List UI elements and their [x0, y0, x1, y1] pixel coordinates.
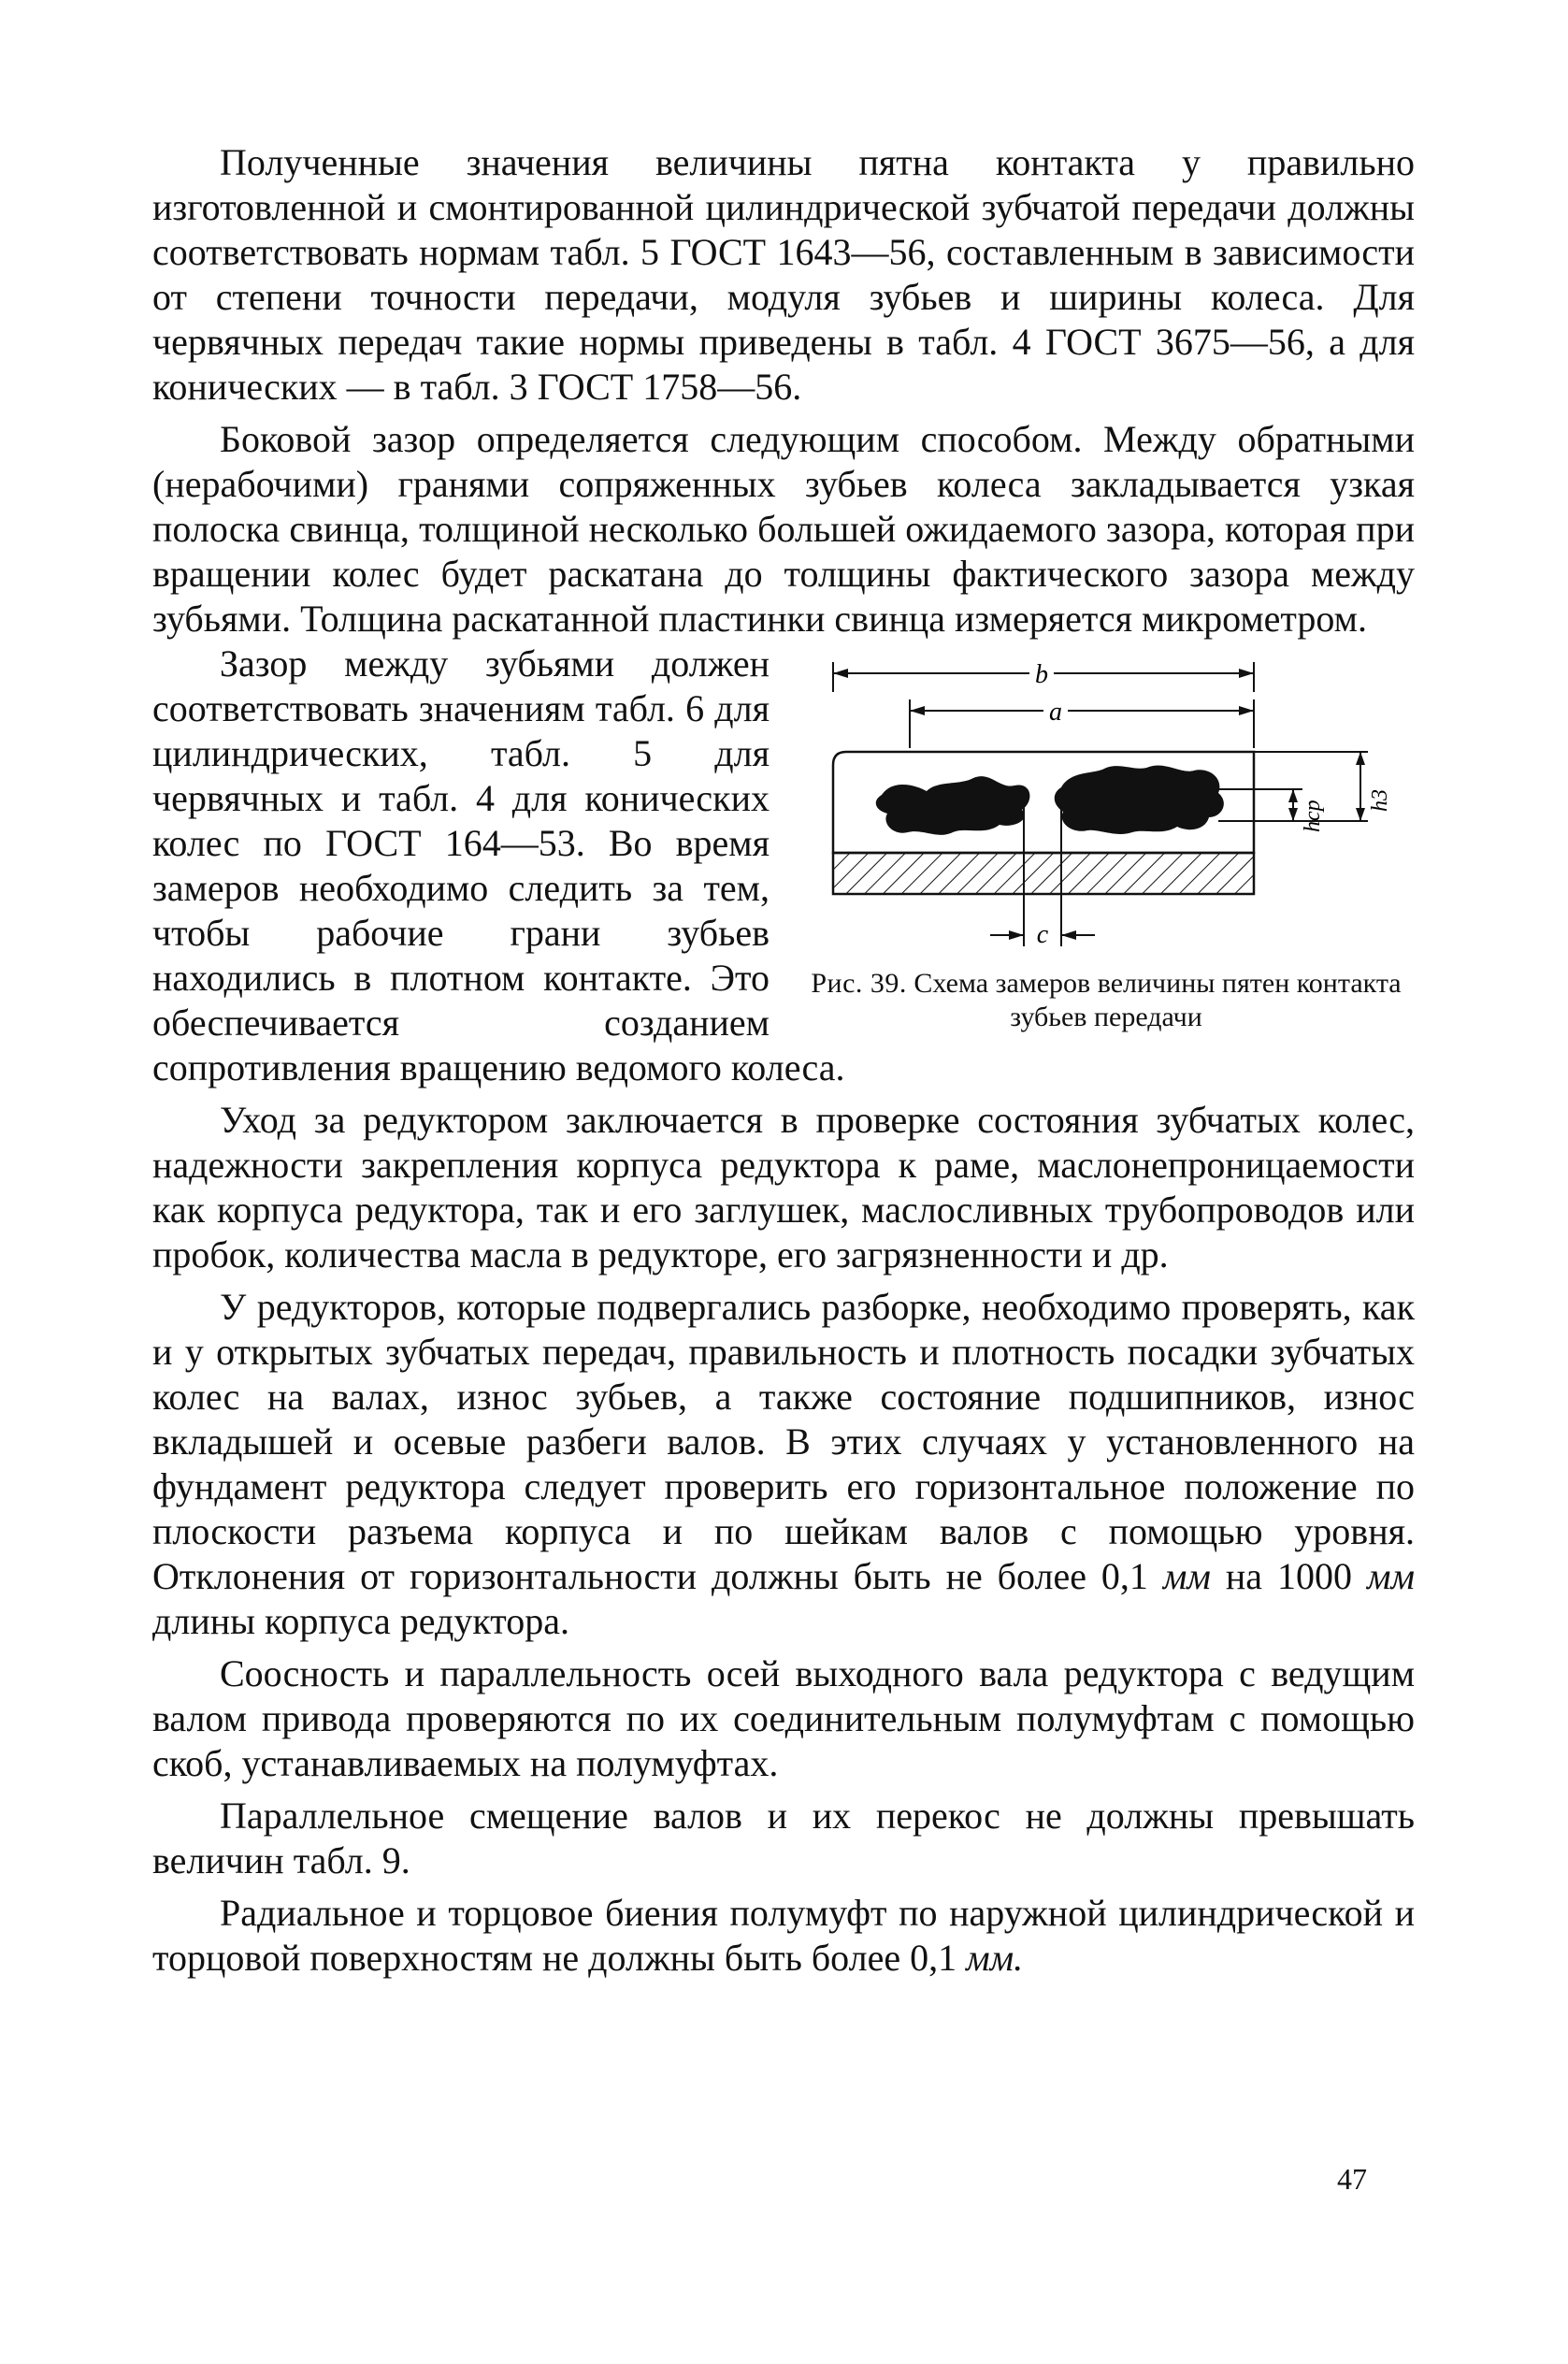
contact-pattern-diagram — [807, 655, 1405, 963]
paragraph: Зазор между зубьями должен соответствовать значениям табл. 6 для цилиндрических, табл. 5 для червячных и табл. 4 для конических колес по ГОСТ 164—53. Во время замеров необходимо следить за тем, чтобы рабочие грани зубьев находились в плотном контакте. Это обеспечивается созданием сопротивления вращению ведомого колеса. — [152, 642, 845, 1088]
paragraph-text: Радиальное и торцовое биения полумуфт по наружной цилиндрической и торцовой поверхностям не должны быть более 0,1 — [152, 1892, 1415, 1979]
figure-caption — [798, 967, 1415, 1034]
paragraph-text: на 1000 — [1225, 1555, 1352, 1597]
page-body — [152, 140, 1415, 1981]
paragraph: Параллельное смещение валов и их перекос не должны превышать величин табл. 9. — [152, 1795, 1415, 1881]
caption-text: Схема замеров величины пятен контакта зубьев передачи — [913, 968, 1402, 1032]
contact-spot-right — [1055, 765, 1224, 833]
paragraph: Уход за редуктором заключается в проверке состояния зубчатых колес, надежности закрепления корпуса редуктора к раме, маслонепроницаемости как корпуса редуктора, так и его заглушек, маслосливных трубопроводов или пробок, количества масла в редукторе, его загрязненности и др. — [152, 1099, 1415, 1276]
label-hcp: hcp — [1301, 800, 1325, 832]
unit-mm: мм — [1366, 1555, 1416, 1597]
page-number: 47 — [1337, 2162, 1367, 2196]
hatched-base — [833, 853, 1254, 894]
label-b: b — [1035, 660, 1048, 689]
label-h3: h3 — [1368, 789, 1392, 812]
paragraph-text: длины корпуса редуктора. — [152, 1600, 569, 1642]
label-a: a — [1049, 698, 1062, 727]
paragraph — [152, 1891, 1415, 1981]
paragraph — [152, 1285, 1415, 1644]
paragraph-text: Боковой зазор определяется следующим способом. Между обратными (нерабочими) гранями сопряженных зубьев колеса закладывается узкая полоска свинца, толщиной несколько большей ожидаемого зазора, которая при вращении колес будет раскатана до толщины фактического зазора между зубьями. Толщина раскатанной пластинки свинца измеряется микрометром. — [152, 418, 1415, 640]
figure-39 — [798, 655, 1415, 1034]
paragraph: Соосность и параллельность осей выходного вала редуктора с ведущим валом привода проверяются по их соединительным полумуфтам с помощью скоб, устанавливаемых на полумуфтах. — [152, 1652, 1415, 1784]
label-c: c — [1036, 920, 1049, 949]
paragraph: Полученные значения величины пятна контакта у правильно изготовленной и смонтированной цилиндрической зубчатой передачи должны соответствовать нормам табл. 5 ГОСТ 1643—56, составленным в зависимости от степени точности передачи, модуля зубьев и ширины колеса. Для червячных передач такие нормы приведены в табл. 4 ГОСТ 3675—56, а для конических — в табл. 3 ГОСТ 1758—56. — [152, 141, 1415, 408]
caption-label: Рис. 39. — [811, 968, 907, 999]
unit-mm: мм — [1162, 1555, 1211, 1597]
paragraph-text: У редукторов, которые подвергались разборке, необходимо проверять, как и у открытых зубчатых передач, правильность и плотность посадки зубчатых колес на валах, износ зубьев, а также состояние подшипников, износ вкладышей и осевые разбеги валов. В этих случаях у установленного на фундамент редуктора следует проверить его горизонтальное положение по плоскости разъема корпуса и по шейкам валов с помощью уровня. Отклонения от горизонтальности должны быть не более 0,1 — [152, 1286, 1415, 1597]
unit-mm: мм. — [966, 1937, 1024, 1979]
paragraph — [152, 417, 1415, 641]
